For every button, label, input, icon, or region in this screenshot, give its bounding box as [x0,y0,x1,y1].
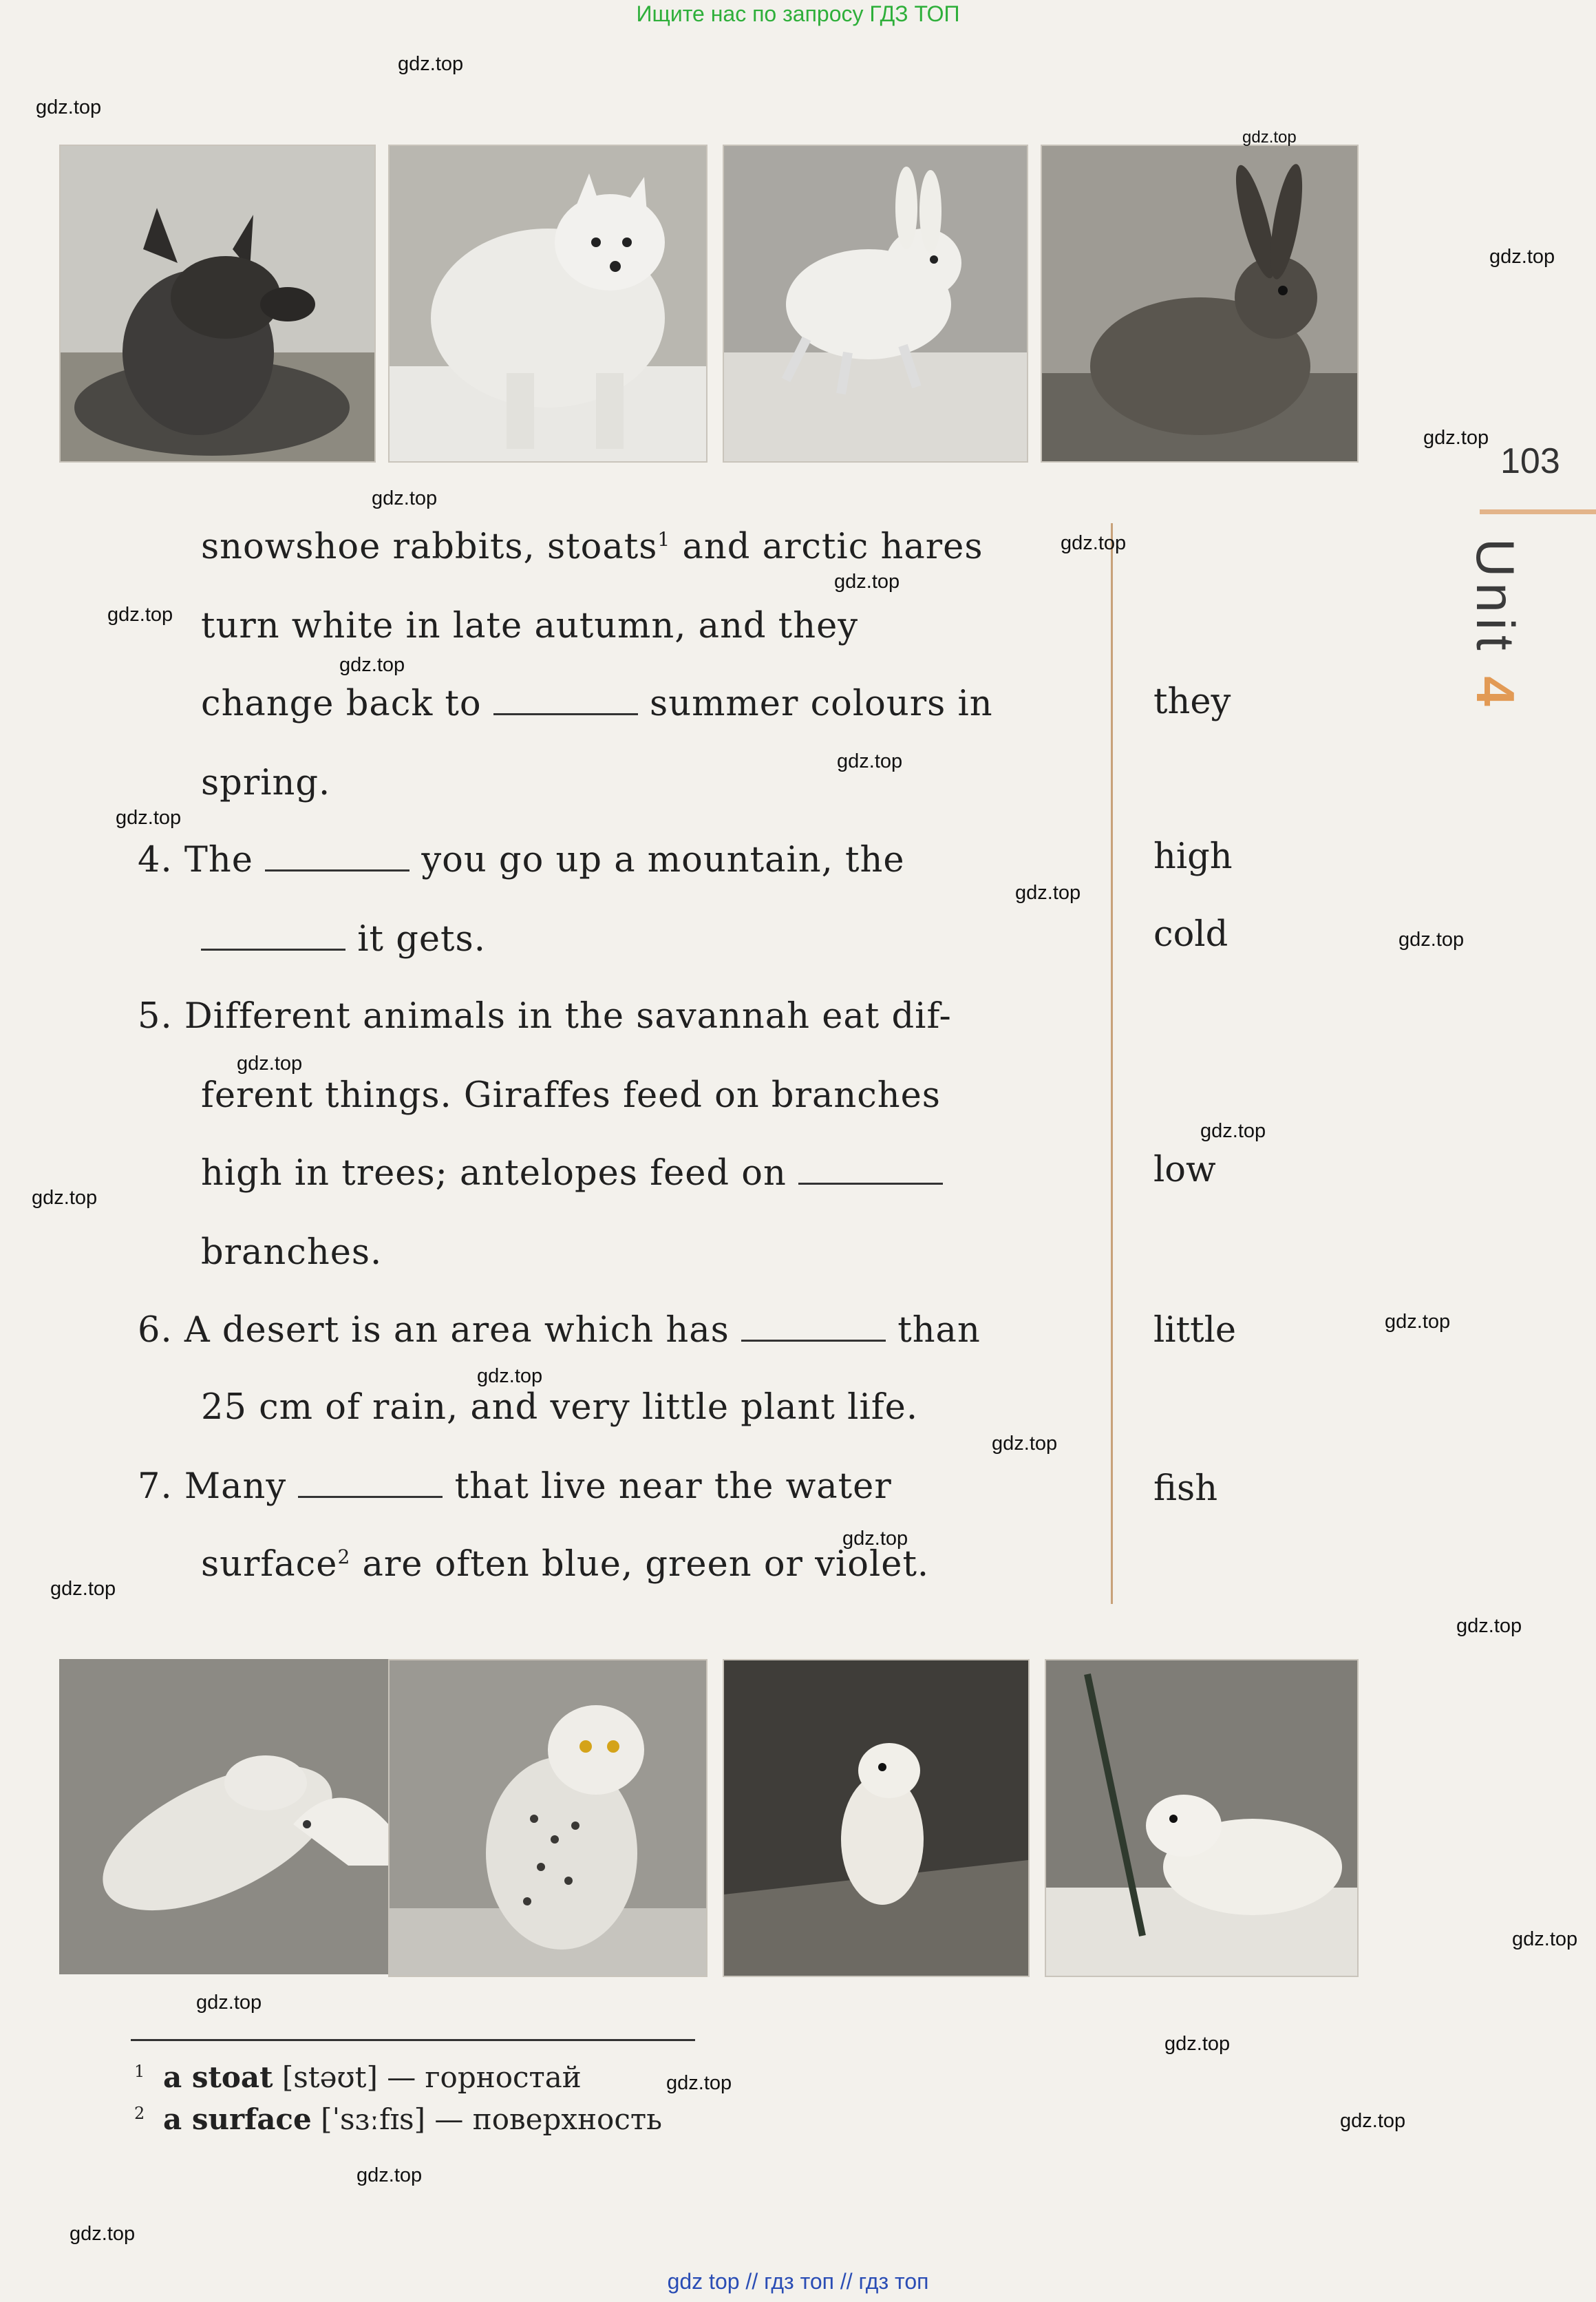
exercise-line: 4. The you go up a mountain, the [138,840,905,880]
exercise-line: 5. Different animals in the savannah eat dif- [138,996,952,1037]
watermark: gdz.top [1385,1311,1451,1333]
watermark: gdz.top [357,2164,423,2186]
answer-blank[interactable] [201,925,345,951]
exercise-line: surface$^2$ are often blue, green or violet. [201,1544,930,1585]
word-bank-item: they [1153,682,1231,722]
watermark: gdz.top [666,2072,732,2094]
word-bank-item: cold [1153,914,1228,955]
watermark: gdz.top [36,96,102,118]
page-number: 103 [1500,441,1560,481]
exercise-line: branches. [201,1232,383,1273]
footnote-2: $^2$ a surface [ˈsɜːfɪs] — поверхность [134,2102,662,2136]
snowshoe-hare-photo [723,145,1028,463]
word-bank-item: high [1153,836,1233,877]
word-bank-item: fish [1153,1468,1218,1509]
footnote-divider [131,2039,695,2041]
watermark: gdz.top [237,1053,303,1075]
exercise-line: 6. A desert is an area which has than [138,1310,981,1351]
watermark: gdz.top [842,1528,908,1550]
exercise-line: change back to summer colours in [201,684,993,724]
unit-number: 4 [1465,676,1526,712]
watermark: gdz.top [1456,1615,1522,1637]
watermark: gdz.top [992,1433,1058,1455]
white-arctic-fox-icon [390,146,706,461]
header-link[interactable]: Ищите нас по запросу ГДЗ ТОП [636,1,960,26]
watermark: gdz.top [398,53,464,75]
footnote-1: $^1$ a stoat [stəʊt] — горностай [134,2060,582,2094]
watermark: gdz.top [50,1578,116,1600]
watermark: gdz.top [339,654,405,676]
watermark: gdz.top [837,750,903,772]
answer-blank[interactable] [798,1159,943,1185]
stoat-photo [723,1659,1030,1977]
arctic-fox-photo [59,145,376,463]
watermark: gdz.top [1200,1120,1266,1142]
white-stoat-photo [1045,1659,1359,1977]
watermark: gdz.top [1164,2033,1231,2055]
watermark: gdz.top [834,571,900,593]
exercise-line: high in trees; antelopes feed on [201,1153,943,1194]
watermark: gdz.top [1061,532,1127,554]
watermark: gdz.top [1512,1928,1578,1950]
watermark: gdz.top [1242,128,1297,147]
watermark: gdz.top [1489,246,1555,268]
column-divider [1111,523,1113,1604]
word-bank-item: low [1153,1150,1216,1190]
unit-word: Unit [1465,538,1526,656]
answer-blank[interactable] [493,690,638,715]
watermark: gdz.top [1398,929,1465,951]
brown-hare-photo [1041,145,1359,463]
snowy-owl-photo [388,1659,707,1977]
unit-label [1464,538,1526,712]
exercise-line: snowshoe rabbits, stoats$^1$ and arctic hares [201,527,983,567]
answer-blank[interactable] [741,1316,886,1342]
footer-link[interactable]: gdz top // гдз топ // гдз топ [667,2269,929,2294]
white-fox-photo [388,145,707,463]
arctic-fox-icon [61,146,374,461]
snowy-owl-icon [390,1660,706,1976]
watermark: gdz.top [1015,882,1081,904]
watermark: gdz.top [32,1187,98,1209]
exercise-line: 7. Many that live near the water [138,1466,892,1507]
exercise-line: ferent things. Giraffes feed on branches [201,1075,941,1116]
watermark: gdz.top [477,1365,543,1387]
unit-tab-bar [1480,509,1596,514]
word-bank-item: little [1153,1310,1237,1351]
stoat-icon [724,1660,1028,1976]
answer-blank[interactable] [298,1472,443,1498]
watermark: gdz.top [70,2223,136,2245]
watermark: gdz.top [372,487,438,509]
exercise-line: spring. [201,763,331,803]
exercise-line: 25 cm of rain, and very little plant life. [201,1387,919,1428]
answer-blank[interactable] [265,846,409,872]
exercise-line: turn white in late autumn, and they [201,606,859,646]
watermark: gdz.top [1423,427,1489,449]
exercise-line: it gets. [201,919,486,960]
watermark: gdz.top [116,807,182,829]
watermark: gdz.top [196,1992,262,2014]
watermark: gdz.top [107,604,173,626]
white-stoat-icon [1046,1660,1357,1976]
brown-hare-icon [1042,146,1357,461]
watermark: gdz.top [1340,2110,1406,2132]
snowshoe-hare-icon [724,146,1027,461]
